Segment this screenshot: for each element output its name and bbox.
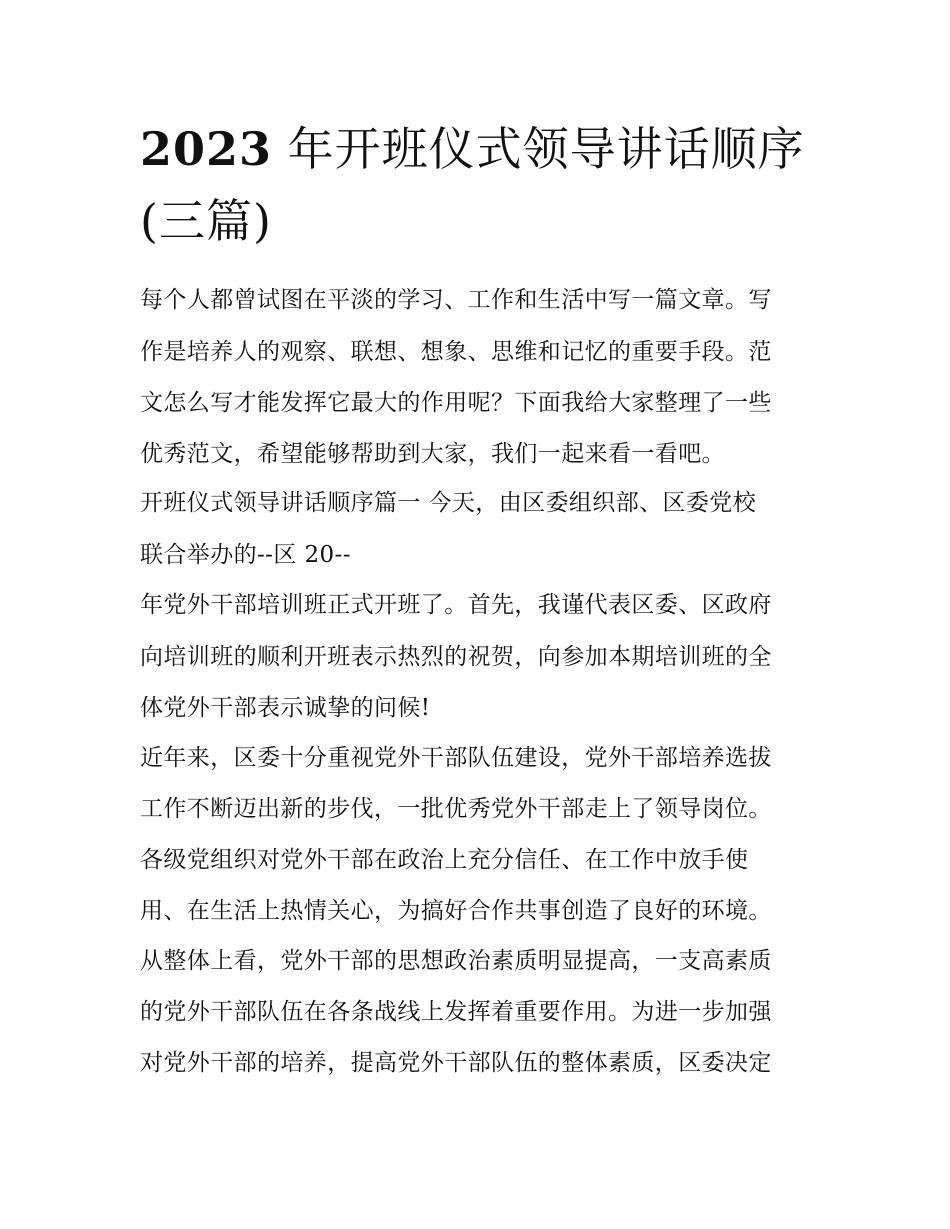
body-line: 优秀范文，希望能够帮助到大家，我们一起来看一看吧。 (140, 441, 725, 467)
body-line: 各级党组织对党外干部在政治上充分信任、在工作中放手使 (140, 847, 749, 873)
body-line: 工作不断迈出新的步伐，一批优秀党外干部走上了领导岗位。 (140, 796, 772, 822)
body-line: 开班仪式领导讲话顺序篇一 今天，由区委组织部、区委党校 (140, 490, 757, 516)
body-line: 近年来，区委十分重视党外干部队伍建设，党外干部培养选拔 (140, 745, 772, 771)
body-line: 文怎么写才能发挥它最大的作用呢？下面我给大家整理了一些 (140, 390, 772, 416)
body-line: 对党外干部的培养，提高党外干部队伍的整体素质，区委决定 (140, 1050, 772, 1076)
body-line: 从整体上看，党外干部的思想政治素质明显提高，一支高素质 (140, 948, 772, 974)
body-line: 用、在生活上热情关心，为搞好合作共事创造了良好的环境。 (140, 898, 772, 924)
title-text-line1: 年开班仪式领导讲话顺序 (287, 122, 805, 176)
document-title (140, 113, 820, 257)
body-line: 体党外干部表示诚挚的问候! (140, 695, 431, 721)
body-line: 每个人都曾试图在平淡的学习、工作和生活中写一篇文章。写 (140, 287, 772, 313)
body-line: 作是培养人的观察、联想、想象、思维和记忆的重要手段。范 (140, 339, 772, 365)
body-line: 年党外干部培训班正式开班了。首先，我谨代表区委、区政府 (140, 592, 772, 618)
body-line: 向培训班的顺利开班表示热烈的祝贺，向参加本期培训班的全 (140, 644, 772, 670)
body-line: 的党外干部队伍在各条战线上发挥着重要作用。为进一步加强 (140, 999, 772, 1025)
body-line: 联合举办的--区 20-- (140, 542, 351, 568)
title-text-line2: (三篇) (140, 194, 272, 248)
title-year: 2023 (140, 122, 273, 176)
